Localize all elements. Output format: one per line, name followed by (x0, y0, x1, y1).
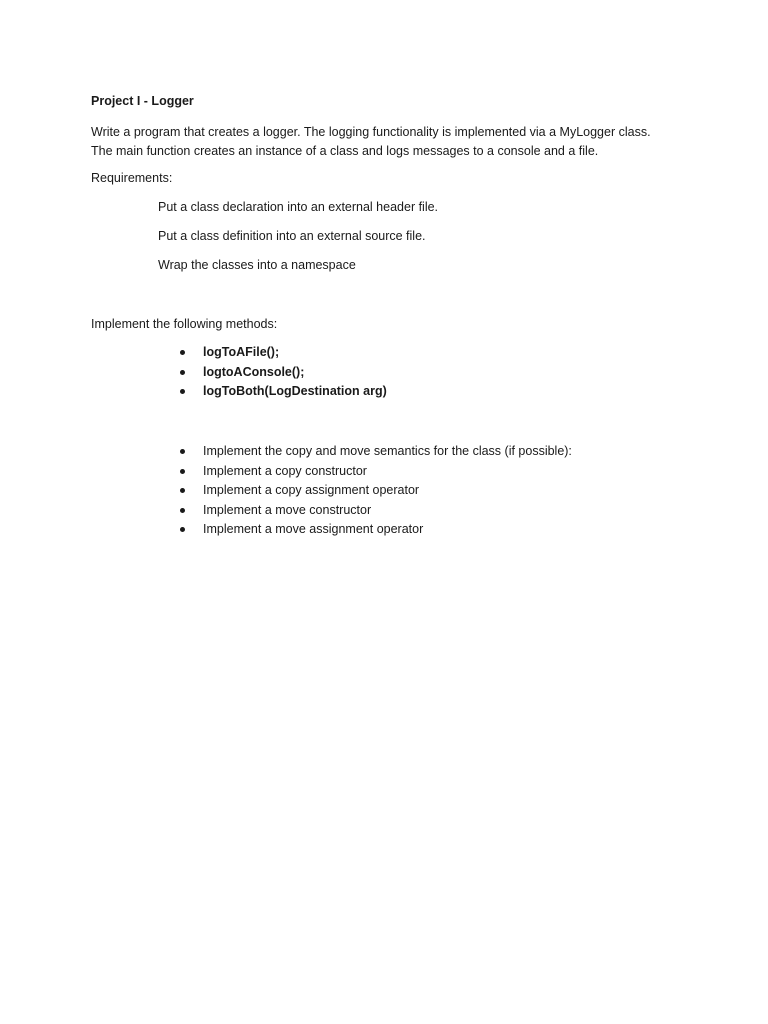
bullet-icon (180, 449, 185, 454)
method-name: logToAFile(); (203, 345, 280, 359)
requirement-item: Put a class declaration into an external header file. (158, 200, 439, 214)
intro-paragraph (91, 123, 711, 161)
intro-line: The main function creates an instance of a class and logs messages to a console and a file. (91, 144, 599, 158)
method-item (176, 343, 387, 363)
semantics-text: Implement a copy constructor (203, 463, 367, 478)
bullet-icon (180, 370, 185, 375)
method-name: logtoAConsole(); (203, 364, 305, 379)
semantics-text: Implement a move assignment operator (203, 522, 424, 536)
semantics-item (176, 481, 572, 501)
semantics-list (176, 442, 572, 540)
semantics-item (176, 501, 572, 521)
method-item (176, 382, 387, 402)
bullet-icon (180, 508, 185, 513)
semantics-item (176, 462, 572, 482)
requirements-label: Requirements: (91, 171, 173, 185)
requirement-item: Put a class definition into an external source file. (158, 229, 426, 243)
document-title: Project I - Logger (91, 94, 194, 108)
semantics-text: Implement the copy and move semantics for the class (if possible): (203, 444, 572, 458)
intro-line: Write a program that creates a logger. The logging functionality is implemented via a MyLogger class. (91, 125, 651, 139)
method-item (176, 363, 387, 383)
bullet-icon (180, 469, 185, 474)
semantics-text: Implement a move constructor (203, 502, 372, 517)
bullet-icon (180, 389, 185, 394)
bullet-icon (180, 527, 185, 532)
methods-label: Implement the following methods: (91, 317, 278, 331)
semantics-item (176, 520, 572, 540)
bullet-icon (180, 488, 185, 493)
semantics-item (176, 442, 572, 462)
semantics-text: Implement a copy assignment operator (203, 483, 420, 497)
method-name: logToBoth(LogDestination arg) (203, 384, 387, 398)
bullet-icon (180, 350, 185, 355)
methods-list (176, 343, 387, 402)
requirement-item: Wrap the classes into a namespace (158, 258, 356, 272)
